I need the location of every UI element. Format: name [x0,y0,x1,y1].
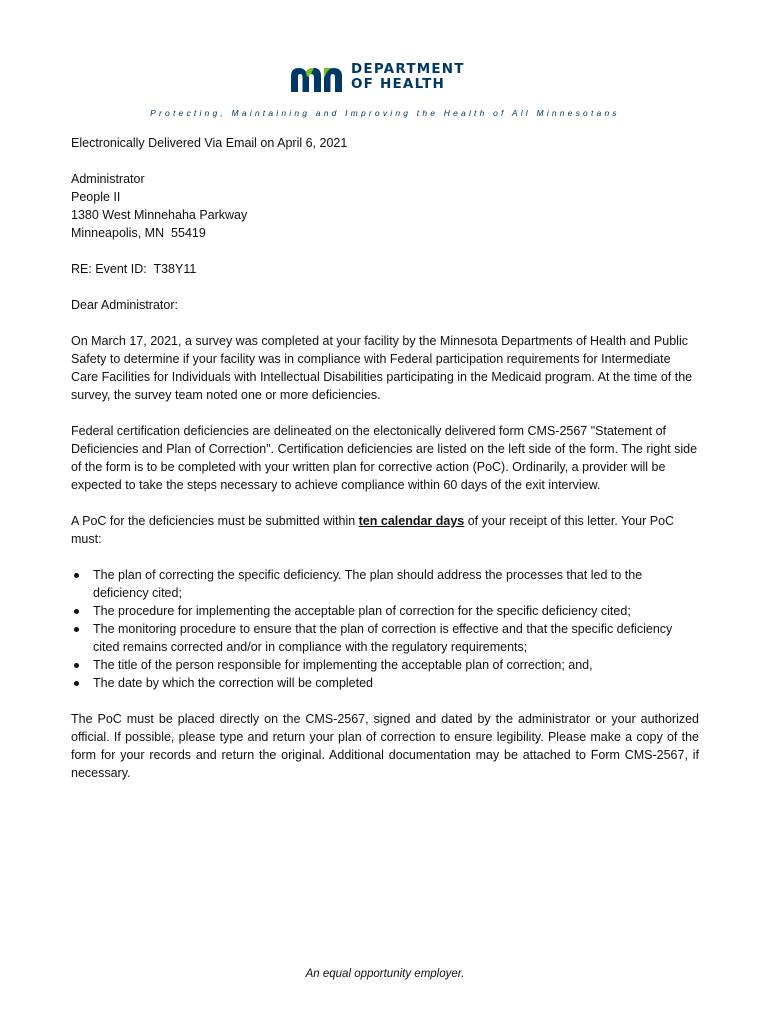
recipient-city: Minneapolis, MN 55419 [71,226,206,240]
paragraph-submission: The PoC must be placed directly on the CMS-2567, signed and dated by the administrator or your authorized official. If possible, please type and return your plan of correction to ensure legibility. Please make a copy of the form for your records and return the original. Additional documentation may be attached to Form CMS-2567, if necessary. [71,712,699,780]
letter-body [71,134,699,782]
list-item: The plan of correcting the specific deficiency. The plan should address the processes that led to the deficiency cited; [71,566,699,602]
poc-requirements-list [71,566,699,692]
tagline: Protecting, Maintaining and Improving the Health of All Minnesotans [150,108,620,118]
recipient-street: 1380 West Minnehaha Parkway [71,208,248,222]
paragraph-deficiencies: Federal certification deficiencies are delineated on the electonically delivered form CMS-2567 "Statement of Deficiencies and Plan of Correction". Certification deficiencies are listed on the left side of the form. The right side of the form is to be completed with your written plan for corrective action (PoC). Ordinarily, a provider will be expected to take the steps necessary to achieve compliance within 60 days of the exit interview. [71,424,698,492]
list-item: The title of the person responsible for implementing the acceptable plan of correction; and, [71,656,699,674]
paragraph-survey: On March 17, 2021, a survey was completed at your facility by the Minnesota Departments of Health and Public Safety to determine if your facility was in compliance with Federal participation requirements for Intermediate Care Facilities for Individuals with Intellectual Disabilities participating in the Medicaid program. At the time of the survey, the survey team noted one or more deficiencies. [71,334,693,402]
poc-intro-text: A PoC for the deficiencies must be submitted within [71,514,359,528]
list-item: The date by which the correction will be completed [71,674,699,692]
footer-eoe: An equal opportunity employer. [305,968,465,980]
logo-line-1: DEPARTMENT [351,61,465,77]
poc-intro-text-end: of your receipt of this letter. Your PoC must: [71,514,675,546]
re-line: RE: Event ID: T38Y11 [71,262,197,276]
recipient-address [71,170,699,242]
logo-line-2: OF HEALTH [351,76,446,92]
mdh-logo [289,62,489,98]
logo-wordmark [351,62,465,92]
list-item: The monitoring procedure to ensure that the plan of correction is effective and that the specific deficiency cited remains corrected and/or in compliance with the regulatory requirements; [71,620,699,656]
mn-logo-icon [289,64,347,94]
recipient-title: Administrator [71,172,145,186]
poc-deadline-emphasis: ten calendar days [358,514,465,528]
salutation: Dear Administrator: [71,298,178,312]
list-item: The procedure for implementing the acceptable plan of correction for the specific deficiency cited; [71,602,699,620]
paragraph-poc-intro [71,512,699,548]
delivery-line: Electronically Delivered Via Email on April 6, 2021 [71,136,348,150]
recipient-name: People II [71,190,121,204]
